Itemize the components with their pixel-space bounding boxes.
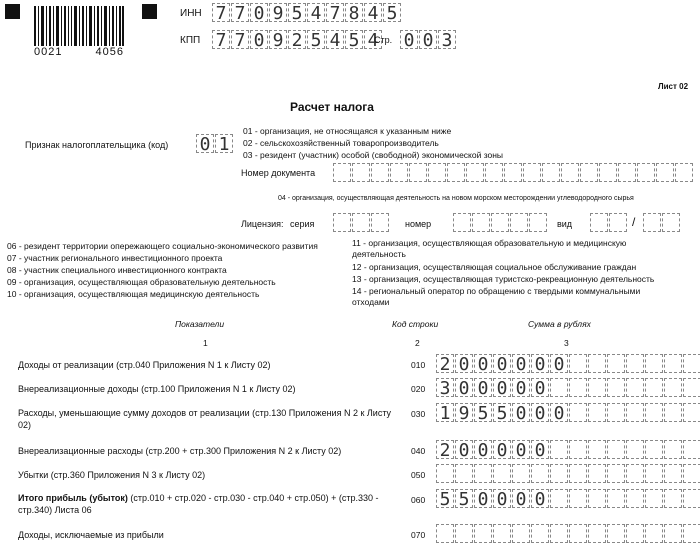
char-cell <box>569 378 587 397</box>
char-cell <box>333 163 351 182</box>
license-type-label: вид <box>557 219 573 229</box>
char-cell <box>550 440 568 459</box>
char-cell: 4 <box>364 3 382 22</box>
char-cell <box>664 403 682 422</box>
taxpayer-option-14: 14 - региональный оператор по обращению с твердыми коммунальными отходами <box>352 286 641 307</box>
row-060-label-bold: Итого прибыль (убыток) <box>18 493 128 503</box>
license-number-label: номер <box>405 219 432 229</box>
char-cell <box>550 489 568 508</box>
taxpayer-option-09: 09 - организация, осуществляющая образовательную деятельность <box>7 277 276 287</box>
char-cell <box>590 213 608 232</box>
char-cell: 0 <box>531 440 549 459</box>
char-cell <box>683 524 700 543</box>
char-cell: 2 <box>288 30 306 49</box>
char-cell <box>607 403 625 422</box>
char-cell: 3 <box>438 30 456 49</box>
license-number-field[interactable] <box>453 213 548 232</box>
char-cell <box>371 163 389 182</box>
char-cell: 9 <box>269 30 287 49</box>
row-040-label: Внереализационные расходы (стр.200 + стр.300 Приложения N 2 к Листу 02) <box>18 446 342 456</box>
char-cell: 0 <box>455 440 473 459</box>
row-030-label: Расходы, уменьшающие сумму доходов от реализации (стр.130 Приложения N 2 к Листу 02) <box>18 408 392 430</box>
row-010-code: 010 <box>411 360 426 370</box>
char-cell: 0 <box>455 354 473 373</box>
taxpayer-option-13: 13 - организация, осуществляющая туристско-рекреационную деятельность <box>352 274 655 284</box>
char-cell <box>664 489 682 508</box>
taxpayer-option-02: 02 - сельскохозяйственный товаропроизводитель <box>243 138 439 148</box>
row-030-code: 030 <box>411 409 426 419</box>
char-cell <box>656 163 674 182</box>
license-series-label: серия <box>290 219 315 229</box>
char-cell <box>599 163 617 182</box>
char-cell <box>683 464 700 483</box>
char-cell <box>683 489 700 508</box>
char-cell <box>531 524 549 543</box>
registration-mark-left <box>5 4 20 19</box>
char-cell <box>512 464 530 483</box>
char-cell: 0 <box>493 440 511 459</box>
license-type-field-1[interactable] <box>590 213 628 232</box>
char-cell <box>569 524 587 543</box>
page-label: Стр. <box>374 35 393 45</box>
char-cell <box>662 213 680 232</box>
char-cell <box>474 524 492 543</box>
char-cell <box>664 354 682 373</box>
char-cell <box>550 464 568 483</box>
char-cell: 0 <box>531 489 549 508</box>
char-cell <box>569 440 587 459</box>
char-cell: 0 <box>531 403 549 422</box>
taxpayer-option-12: 12 - организация, осуществляющая социальное обслуживание граждан <box>352 262 637 272</box>
char-cell: 0 <box>196 134 214 153</box>
char-cell: 5 <box>436 489 454 508</box>
char-cell <box>626 403 644 422</box>
char-cell: 5 <box>383 3 401 22</box>
char-cell: 0 <box>512 440 530 459</box>
taxpayer-option-07: 07 - участник регионального инвестиционного проекта <box>7 253 223 263</box>
row-060-label-rest: (стр.010 + стр.020 - стр.030 - стр.040 + стр.050) + (стр.330 - стр.340) Листа 06 <box>18 493 379 515</box>
col-num-1: 1 <box>203 338 208 348</box>
char-cell <box>645 378 663 397</box>
char-cell: 0 <box>474 489 492 508</box>
taxpayer-option-01: 01 - организация, не относящаяся к указанным ниже <box>243 126 452 136</box>
char-cell <box>569 489 587 508</box>
char-cell <box>618 163 636 182</box>
char-cell <box>664 440 682 459</box>
char-cell: 4 <box>364 30 382 49</box>
char-cell: 5 <box>493 403 511 422</box>
char-cell <box>607 354 625 373</box>
row-060-label <box>18 492 403 516</box>
char-cell <box>626 354 644 373</box>
char-cell <box>371 213 389 232</box>
char-cell <box>436 464 454 483</box>
char-cell <box>643 213 661 232</box>
char-cell: 0 <box>455 378 473 397</box>
char-cell <box>626 378 644 397</box>
row-070-value[interactable] <box>436 524 700 543</box>
char-cell: 0 <box>512 403 530 422</box>
char-cell <box>609 213 627 232</box>
char-cell <box>550 378 568 397</box>
char-cell <box>352 213 370 232</box>
char-cell: 0 <box>400 30 418 49</box>
char-cell <box>645 489 663 508</box>
char-cell <box>664 378 682 397</box>
char-cell: 9 <box>455 403 473 422</box>
char-cell: 5 <box>345 30 363 49</box>
char-cell <box>409 163 427 182</box>
char-cell <box>588 378 606 397</box>
char-cell: 0 <box>531 378 549 397</box>
char-cell: 0 <box>250 30 268 49</box>
char-cell <box>466 163 484 182</box>
inn-field[interactable] <box>212 3 402 22</box>
char-cell: 0 <box>493 378 511 397</box>
char-cell <box>561 163 579 182</box>
char-cell <box>529 213 547 232</box>
barcode-number-left: 0021 <box>34 46 63 58</box>
char-cell <box>453 213 471 232</box>
kpp-label: КПП <box>180 35 201 46</box>
char-cell <box>626 440 644 459</box>
char-cell <box>675 163 693 182</box>
char-cell <box>542 163 560 182</box>
col-num-2: 2 <box>415 338 420 348</box>
taxpayer-option-10: 10 - организация, осуществляющая медицинскую деятельность <box>7 289 260 299</box>
char-cell: 0 <box>474 440 492 459</box>
license-type-field-2[interactable] <box>643 213 681 232</box>
char-cell <box>607 378 625 397</box>
doc-number-label: Номер документа <box>241 168 316 178</box>
char-cell <box>569 464 587 483</box>
char-cell: 0 <box>531 354 549 373</box>
char-cell: 8 <box>345 3 363 22</box>
char-cell: 7 <box>212 30 230 49</box>
char-cell <box>607 464 625 483</box>
barcode-number <box>34 46 124 58</box>
char-cell <box>588 524 606 543</box>
row-020-value[interactable] <box>436 378 700 397</box>
char-cell: 4 <box>307 3 325 22</box>
char-cell: 5 <box>288 3 306 22</box>
taxpayer-option-06: 06 - резидент территории опережающего социально-экономического развития <box>7 241 318 251</box>
char-cell <box>683 440 700 459</box>
char-cell <box>626 489 644 508</box>
char-cell <box>645 440 663 459</box>
char-cell: 3 <box>436 378 454 397</box>
char-cell <box>645 354 663 373</box>
taxpayer-code-field[interactable] <box>196 134 234 153</box>
char-cell <box>455 524 473 543</box>
char-cell: 1 <box>436 403 454 422</box>
char-cell <box>645 464 663 483</box>
char-cell <box>588 489 606 508</box>
char-cell <box>510 213 528 232</box>
char-cell: 4 <box>326 30 344 49</box>
license-type-slash: / <box>632 215 636 229</box>
row-040-code: 040 <box>411 446 426 456</box>
char-cell <box>485 163 503 182</box>
barcode <box>34 6 124 46</box>
char-cell: 2 <box>436 354 454 373</box>
char-cell: 0 <box>493 354 511 373</box>
license-series-field[interactable] <box>333 213 390 232</box>
char-cell: 5 <box>307 30 325 49</box>
char-cell <box>390 163 408 182</box>
row-050-code: 050 <box>411 470 426 480</box>
row-020-label: Внереализационные доходы (стр.100 Приложения N 1 к Листу 02) <box>18 384 296 394</box>
char-cell <box>664 464 682 483</box>
char-cell: 5 <box>474 403 492 422</box>
char-cell <box>504 163 522 182</box>
license-label: Лицензия: <box>241 219 284 229</box>
char-cell <box>588 403 606 422</box>
taxpayer-option-04: 04 - организация, осуществляющая деятельность на новом морском месторождении углеводородного сырья <box>278 195 634 202</box>
col-header-code: Код строки <box>392 319 439 329</box>
row-020-code: 020 <box>411 384 426 394</box>
char-cell: 7 <box>231 30 249 49</box>
char-cell <box>607 440 625 459</box>
inn-label: ИНН <box>180 8 202 19</box>
char-cell: 0 <box>512 378 530 397</box>
char-cell <box>588 440 606 459</box>
char-cell <box>491 213 509 232</box>
row-030-value[interactable] <box>436 403 700 422</box>
char-cell <box>512 524 530 543</box>
char-cell <box>493 524 511 543</box>
char-cell <box>626 524 644 543</box>
char-cell <box>683 403 700 422</box>
row-010-value[interactable] <box>436 354 700 373</box>
row-010-label: Доходы от реализации (стр.040 Приложения N 1 к Листу 02) <box>18 360 271 370</box>
barcode-number-right: 4056 <box>95 46 124 58</box>
char-cell <box>607 524 625 543</box>
char-cell <box>664 524 682 543</box>
char-cell <box>683 378 700 397</box>
registration-mark-right <box>142 4 157 19</box>
char-cell <box>352 163 370 182</box>
row-060-value[interactable] <box>436 489 700 508</box>
char-cell: 0 <box>550 403 568 422</box>
row-050-value[interactable] <box>436 464 700 483</box>
char-cell <box>428 163 446 182</box>
kpp-field[interactable] <box>212 30 383 49</box>
doc-number-field[interactable] <box>333 163 694 182</box>
char-cell <box>550 524 568 543</box>
char-cell <box>683 354 700 373</box>
col-num-3: 3 <box>564 338 569 348</box>
char-cell: 0 <box>550 354 568 373</box>
col-header-indicators: Показатели <box>175 319 225 329</box>
char-cell <box>472 213 490 232</box>
char-cell: 0 <box>474 378 492 397</box>
row-070-code: 070 <box>411 530 426 540</box>
char-cell <box>569 354 587 373</box>
col-header-sum: Сумма в рублях <box>528 319 591 329</box>
char-cell: 1 <box>215 134 233 153</box>
sheet-label: Лист 02 <box>658 82 689 91</box>
char-cell: 9 <box>269 3 287 22</box>
char-cell: 7 <box>231 3 249 22</box>
taxpayer-option-11: 11 - организация, осуществляющая образовательную и медицинскую деятельность <box>352 238 627 259</box>
char-cell <box>436 524 454 543</box>
row-050-label: Убытки (стр.360 Приложения N 3 к Листу 02) <box>18 470 206 480</box>
char-cell: 0 <box>512 489 530 508</box>
char-cell: 0 <box>250 3 268 22</box>
taxpayer-option-08: 08 - участник специального инвестиционного контракта <box>7 265 227 275</box>
char-cell: 0 <box>474 354 492 373</box>
page-field[interactable] <box>400 30 457 49</box>
char-cell <box>493 464 511 483</box>
char-cell: 0 <box>512 354 530 373</box>
char-cell: 0 <box>493 489 511 508</box>
char-cell <box>626 464 644 483</box>
taxpayer-code-label: Признак налогоплательщика (код) <box>25 140 169 150</box>
char-cell <box>569 403 587 422</box>
char-cell: 2 <box>436 440 454 459</box>
char-cell <box>580 163 598 182</box>
row-060-code: 060 <box>411 495 426 505</box>
char-cell <box>474 464 492 483</box>
char-cell <box>531 464 549 483</box>
char-cell <box>333 213 351 232</box>
char-cell: 7 <box>326 3 344 22</box>
char-cell <box>645 524 663 543</box>
char-cell <box>588 354 606 373</box>
char-cell: 5 <box>455 489 473 508</box>
char-cell <box>447 163 465 182</box>
page-title: Расчет налога <box>290 100 374 114</box>
char-cell: 0 <box>419 30 437 49</box>
char-cell <box>637 163 655 182</box>
char-cell <box>523 163 541 182</box>
char-cell <box>455 464 473 483</box>
char-cell <box>588 464 606 483</box>
char-cell: 7 <box>212 3 230 22</box>
row-070-label: Доходы, исключаемые из прибыли <box>18 530 164 540</box>
taxpayer-option-03: 03 - резидент (участник) особой (свободной) экономической зоны <box>243 150 504 160</box>
row-040-value[interactable] <box>436 440 700 459</box>
char-cell <box>645 403 663 422</box>
char-cell <box>607 489 625 508</box>
